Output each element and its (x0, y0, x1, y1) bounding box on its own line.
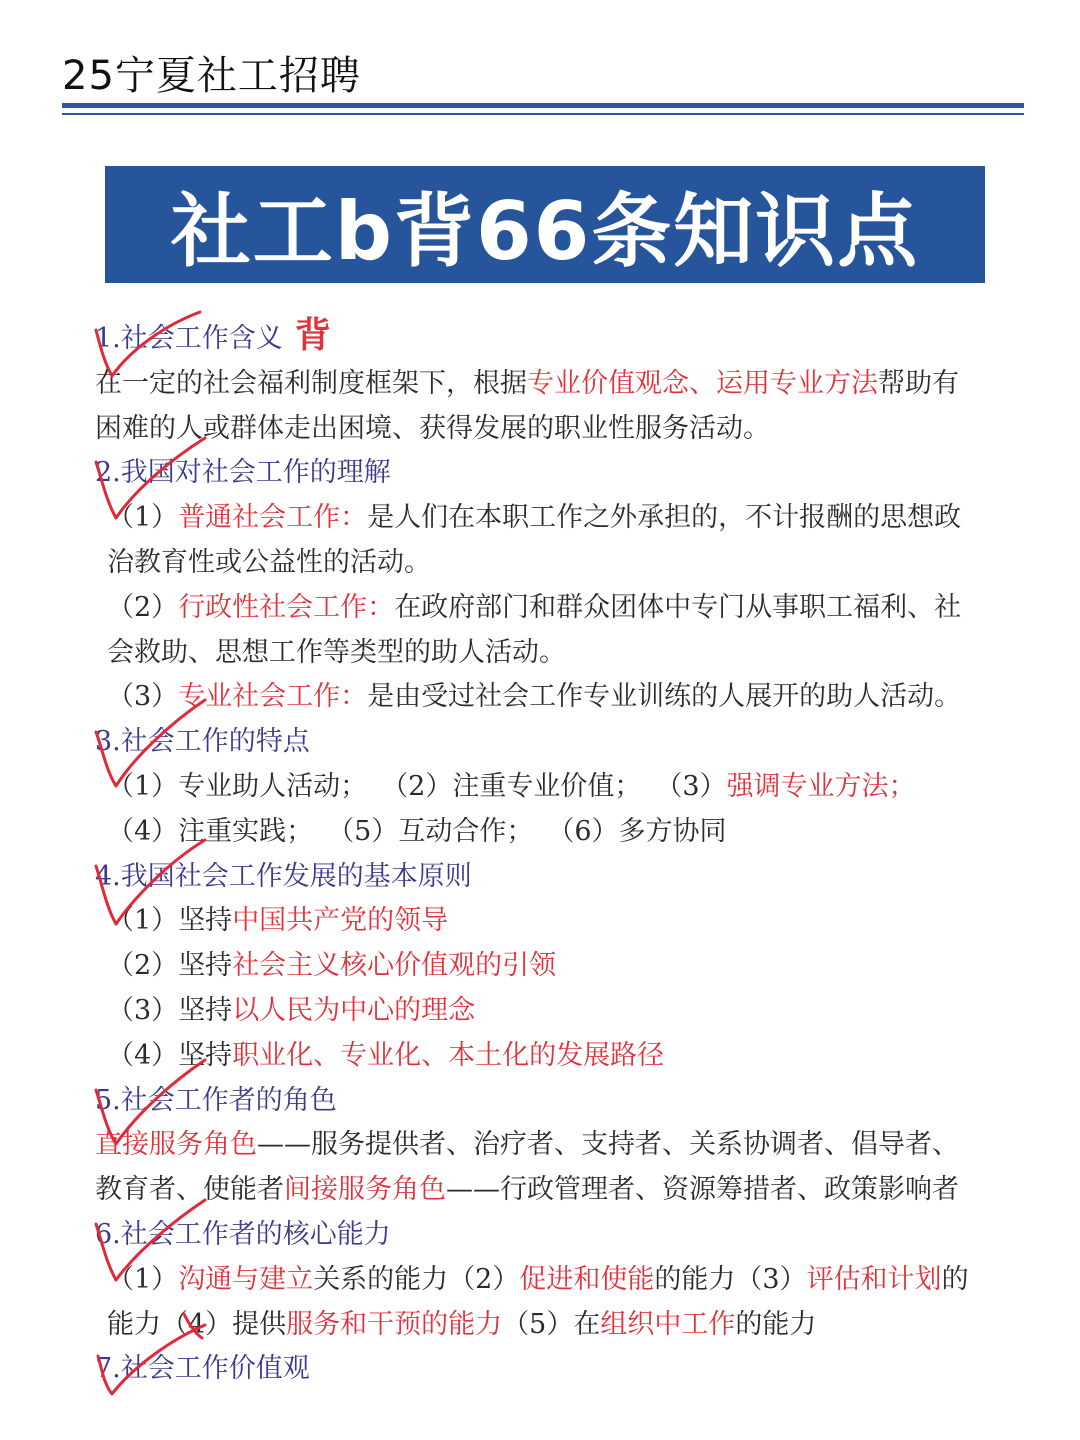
s4-item-num: （4） (107, 1039, 179, 1071)
section-2-item-1 (95, 496, 985, 586)
s4-item-prefix: 坚持 (178, 905, 233, 937)
s2-i1-highlight: 普通社会工作： (178, 502, 368, 534)
header-rule-thin (62, 113, 1024, 115)
s3-feature-3-num: （3） (655, 770, 727, 802)
section-4-heading: 4.我国社会工作发展的基本原则 (95, 860, 472, 892)
notes-content (95, 314, 985, 1392)
s3-feature-6: （6）多方协同 (547, 815, 727, 847)
s6-r4: 服务和干预的能力 (286, 1308, 503, 1340)
section-1-heading (95, 314, 985, 362)
s6-n1: （1） (107, 1263, 179, 1295)
s2-i1-num: （1） (107, 502, 179, 534)
s2-i3-num: （3） (107, 681, 179, 713)
s6-n2: （2） (448, 1263, 520, 1295)
s1-text-b: 帮助有困难的人或群体走出困境、获得发展的职业性服务活动。 (95, 367, 959, 444)
section-4-item (95, 989, 985, 1034)
s5-direct-role-list: ——服务提供者、治疗者、支持者、关系协调者、倡导者、教育者、使能者 (95, 1129, 959, 1206)
section-4-item (95, 944, 985, 989)
s4-item-prefix: 坚持 (178, 950, 233, 982)
s3-feature-5: （5）互动合作； (327, 815, 534, 847)
section-1-heading-text: 1.社会工作含义 (95, 323, 283, 354)
section-4-item (95, 1034, 985, 1079)
s6-r2: 促进和使能 (519, 1263, 655, 1295)
s4-item-num: （3） (107, 994, 179, 1026)
s2-i2-num: （2） (107, 591, 179, 623)
s6-n3: （3） (735, 1263, 807, 1295)
section-5-heading: 5.社会工作者的角色 (95, 1084, 337, 1116)
s4-item-highlight: 职业化、专业化、本土化的发展路径 (232, 1039, 665, 1071)
s6-r3: 评估和计划 (806, 1263, 942, 1295)
s3-feature-4: （4）注重实践； (107, 815, 314, 847)
section-1-body (95, 362, 985, 452)
section-2-item-3 (95, 675, 985, 720)
s4-item-num: （2） (107, 950, 179, 982)
s6-n5: （5）在 (502, 1308, 601, 1340)
banner-title: 社工b背66条知识点 (170, 185, 920, 278)
s6-t2: 的能力 (654, 1263, 736, 1295)
s4-item-highlight: 以人民为中心的理念 (232, 994, 476, 1026)
s6-t3: 的能力 (107, 1263, 969, 1340)
s2-i2-text: 在政府部门和群众团体中专门从事职工福利、社会救助、思想工作等类型的助人活动。 (107, 591, 962, 668)
s6-t1: 关系的能力 (313, 1263, 449, 1295)
s2-i3-highlight: 专业社会工作： (178, 681, 368, 713)
section-3-heading: 3.社会工作的特点 (95, 726, 310, 758)
s3-feature-1: （1）专业助人活动； (107, 770, 368, 802)
s4-item-num: （1） (107, 905, 179, 937)
s2-i1-text: 是人们在本职工作之外承担的，不计报酬的思想政治教育性或公益性的活动。 (107, 502, 962, 578)
section-6-body (95, 1258, 985, 1348)
section-6-heading: 6.社会工作者的核心能力 (95, 1218, 391, 1250)
section-2-item-2 (95, 586, 985, 676)
s4-item-prefix: 坚持 (178, 994, 233, 1026)
s5-indirect-role: 间接服务角色 (284, 1174, 446, 1206)
s2-i3-text: 是由受过社会工作专业训练的人展开的助人活动。 (367, 681, 962, 713)
header-rule-thick (62, 103, 1024, 108)
s3-feature-3: 强调专业方法； (726, 770, 916, 802)
s6-r1: 沟通与建立 (178, 1263, 314, 1295)
s1-highlight: 专业价值观念、运用专业方法 (527, 367, 878, 399)
title-banner (105, 166, 985, 283)
s5-indirect-role-list: ——行政管理者、资源筹措者、政策影响者 (446, 1174, 959, 1206)
section-5-body (95, 1123, 985, 1213)
section-2-heading: 2.我国对社会工作的理解 (95, 457, 391, 489)
s6-r5: 组织中工作 (600, 1308, 736, 1340)
s4-item-prefix: 坚持 (178, 1039, 233, 1071)
memorize-mark: 背 (294, 315, 331, 356)
s4-item-highlight: 社会主义核心价值观的引领 (232, 950, 557, 982)
s5-direct-role: 直接服务角色 (95, 1129, 257, 1161)
s2-i2-highlight: 行政性社会工作： (178, 591, 395, 623)
s4-item-highlight: 中国共产党的领导 (232, 905, 449, 937)
s1-text-a: 在一定的社会福利制度框架下，根据 (95, 367, 527, 399)
s3-feature-2: （2）注重专业价值； (381, 770, 642, 802)
section-7-heading: 7.社会工作价值观 (95, 1353, 310, 1385)
section-4-item (95, 899, 985, 944)
page-header-title: 25宁夏社工招聘 (62, 53, 361, 99)
s6-t5: 的能力 (735, 1308, 817, 1340)
section-3-body (95, 765, 985, 855)
s6-n4: （4）提供 (161, 1308, 287, 1340)
